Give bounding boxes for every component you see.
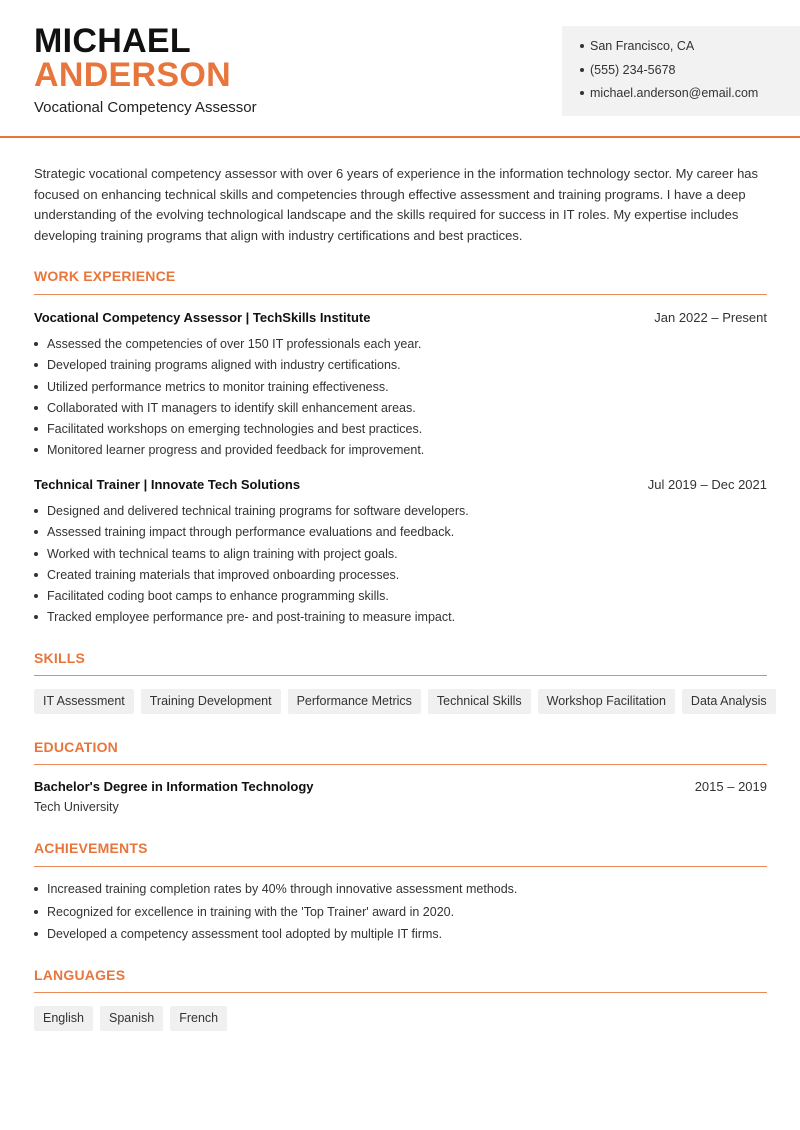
languages-list (34, 1006, 227, 1031)
list-item: Designed and delivered technical training programs for software developers. (34, 503, 767, 524)
achievements-list (34, 881, 767, 949)
list-item: Assessed training impact through performance evaluations and feedback. (34, 524, 767, 545)
list-item: Created training materials that improved onboarding processes. (34, 567, 767, 588)
list-item: Increased training completion rates by 40% through innovative assessment methods. (34, 881, 767, 904)
contact-box (562, 26, 800, 116)
job-title: Technical Trainer | Innovate Tech Solutions (34, 477, 301, 492)
list-item: Facilitated coding boot camps to enhance programming skills. (34, 588, 767, 609)
last-name: ANDERSON (34, 56, 231, 94)
education-date: 2015 – 2019 (694, 779, 767, 794)
job-title: Vocational Competency Assessor | TechSkills Institute (34, 310, 371, 325)
skills-list (34, 689, 776, 714)
section-divider (34, 675, 767, 676)
list-item: Recognized for excellence in training with the 'Top Trainer' award in 2020. (34, 904, 767, 927)
bullet-icon (34, 552, 38, 556)
list-item: Worked with technical teams to align training with project goals. (34, 546, 767, 567)
job-date: Jan 2022 – Present (654, 310, 767, 325)
list-item: Developed training programs aligned with industry certifications. (34, 357, 767, 378)
section-divider (34, 764, 767, 765)
language-tag: English (34, 1006, 93, 1031)
list-item: Facilitated workshops on emerging technologies and best practices. (34, 421, 767, 442)
list-item: Tracked employee performance pre- and post-training to measure impact. (34, 609, 767, 630)
skill-tag: Technical Skills (428, 689, 531, 714)
job-date: Jul 2019 – Dec 2021 (647, 477, 767, 492)
job-header (34, 477, 767, 492)
degree-title: Bachelor's Degree in Information Technology (34, 779, 314, 794)
bullet-icon (580, 68, 584, 72)
skill-tag: Workshop Facilitation (538, 689, 675, 714)
skill-tag: IT Assessment (34, 689, 134, 714)
bullet-icon (34, 342, 38, 346)
bullet-icon (34, 573, 38, 577)
list-item: Assessed the competencies of over 150 IT professionals each year. (34, 336, 767, 357)
job-bullets (34, 336, 767, 464)
section-divider (34, 992, 767, 993)
section-title-education: EDUCATION (34, 739, 118, 755)
bullet-icon (34, 594, 38, 598)
bullet-icon (34, 406, 38, 410)
school-name: Tech University (34, 800, 119, 814)
education-header (34, 779, 767, 794)
bullet-icon (580, 91, 584, 95)
language-tag: Spanish (100, 1006, 163, 1031)
bullet-icon (34, 910, 38, 914)
section-divider (34, 294, 767, 295)
summary-text: Strategic vocational competency assessor with over 6 years of experience in the information technology sector. My career has focused on enhancing technical skills and competencies through effective assessment and training programs. I have a deep understanding of the evolving technological landscape and the skills required for success in IT roles. My expertise includes developing training programs that align with industry certifications and best practices. (34, 166, 759, 243)
skill-tag: Data Analysis (682, 689, 776, 714)
section-title-work: WORK EXPERIENCE (34, 268, 176, 284)
job-bullets (34, 503, 767, 631)
first-name: MICHAEL (34, 22, 191, 60)
skill-tag: Training Development (141, 689, 281, 714)
job-role: Vocational Competency Assessor (34, 99, 257, 116)
bullet-icon (34, 887, 38, 891)
bullet-icon (34, 615, 38, 619)
section-title-skills: SKILLS (34, 650, 85, 666)
job-header (34, 310, 767, 325)
bullet-icon (34, 448, 38, 452)
bullet-icon (34, 932, 38, 936)
list-item: Monitored learner progress and provided feedback for improvement. (34, 442, 767, 463)
resume-header (0, 0, 800, 138)
bullet-icon (34, 363, 38, 367)
section-title-achievements: ACHIEVEMENTS (34, 840, 148, 856)
bullet-icon (580, 44, 584, 48)
contact-phone: (555) 234-5678 (580, 62, 800, 86)
bullet-icon (34, 509, 38, 513)
skill-tag: Performance Metrics (288, 689, 421, 714)
language-tag: French (170, 1006, 227, 1031)
list-item: Developed a competency assessment tool adopted by multiple IT firms. (34, 926, 767, 949)
list-item: Utilized performance metrics to monitor training effectiveness. (34, 379, 767, 400)
bullet-icon (34, 427, 38, 431)
section-divider (34, 866, 767, 867)
section-title-languages: LANGUAGES (34, 967, 126, 983)
contact-email[interactable]: michael.anderson@email.com (580, 85, 800, 109)
list-item: Collaborated with IT managers to identify skill enhancement areas. (34, 400, 767, 421)
bullet-icon (34, 530, 38, 534)
bullet-icon (34, 385, 38, 389)
contact-location: San Francisco, CA (580, 38, 800, 62)
